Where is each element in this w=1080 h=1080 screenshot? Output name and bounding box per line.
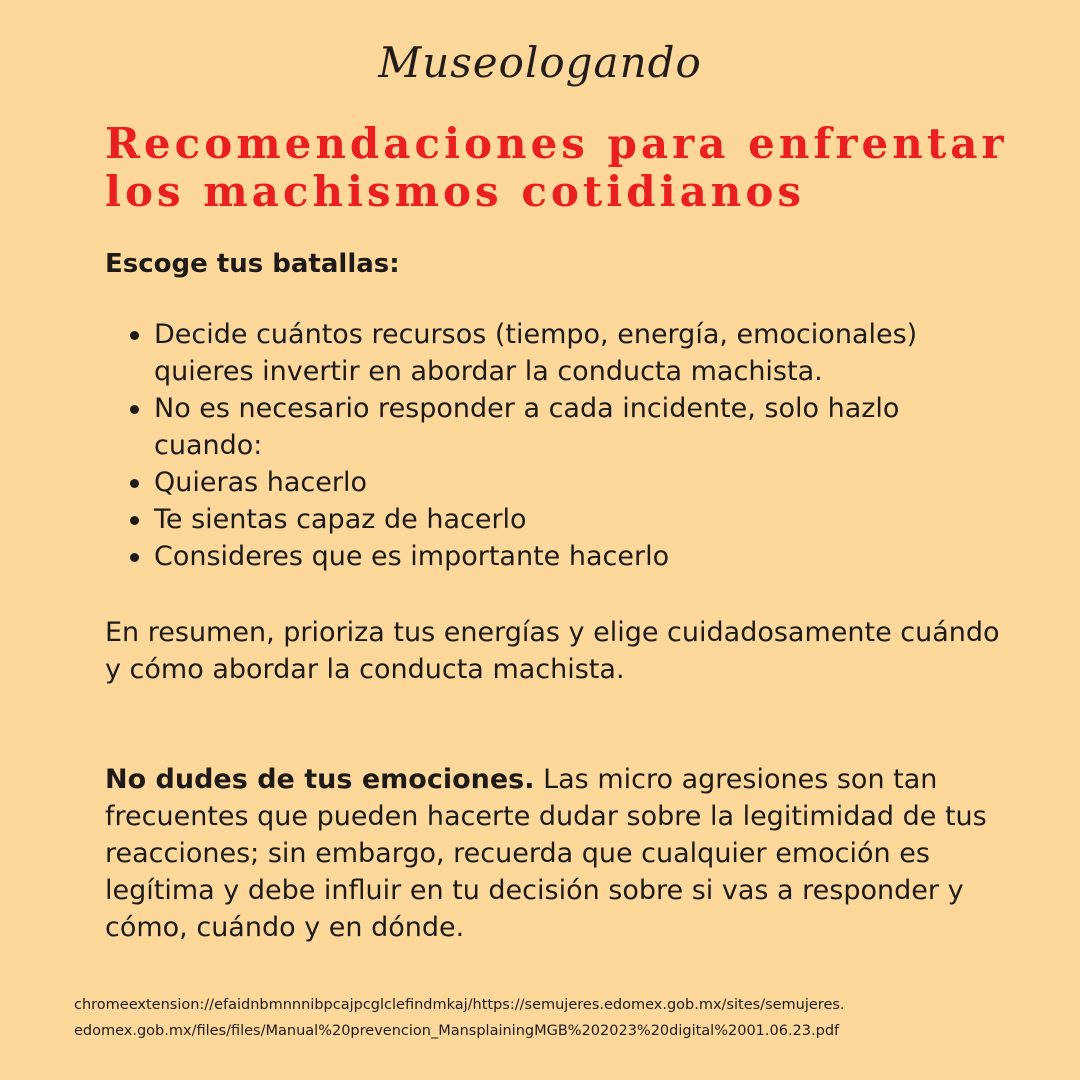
bullet-icon [130,516,139,525]
list-item [105,390,1005,464]
bullet-icon [130,331,139,340]
list-item-text: Decide cuántos recursos (tiempo, energía, emocionales) quieres invertir en abordar la conducta machista. [154,319,918,387]
section-heading: Escoge tus batallas: [105,249,400,279]
recommendation-list [105,316,1005,575]
list-item-text: Quieras hacerlo [154,467,368,498]
list-item [105,316,1005,390]
emotions-body: Las micro agresiones son tan frecuentes que pueden hacerte dudar sobre la legitimidad de tus reacciones; sin embargo, recuerda que cualquier emoción es legítima y debe influir en tu decisión sobre si vas a responder y cómo, cuándo y en dónde. [105,764,987,943]
title-line-2: los machismos cotidianos [105,167,805,216]
bullet-icon [130,479,139,488]
emotions-paragraph [105,761,1005,946]
bullet-icon [130,405,139,414]
bullet-icon [130,553,139,562]
list-item-text: Te sientas capaz de hacerlo [154,504,527,535]
list-item [105,464,1005,501]
list-item-text: Consideres que es importante hacerlo [154,541,670,572]
source-citation [74,992,1014,1044]
title-line-1: Recomendaciones para enfrentar [105,119,1008,168]
source-line-2: edomex.gob.mx/files/files/Manual%20prevencion_MansplainingMGB%202023%20digital%2001.06.23.pdf [74,1023,840,1039]
brand-logo: Museologando [378,38,702,87]
page-title [105,119,1008,216]
list-item [105,538,1005,575]
list-item-text: No es necesario responder a cada incidente, solo hazlo cuando: [154,393,900,461]
summary-paragraph: En resumen, prioriza tus energías y elige cuidadosamente cuándo y cómo abordar la conducta machista. [105,617,1000,685]
list-item [105,501,1005,538]
source-line-1: chromeextension://efaidnbmnnnibpcajpcglclefindmkaj/https://semujeres.edomex.gob.mx/sites/semujeres. [74,997,845,1013]
emotions-lead: No dudes de tus emociones. [105,764,535,795]
